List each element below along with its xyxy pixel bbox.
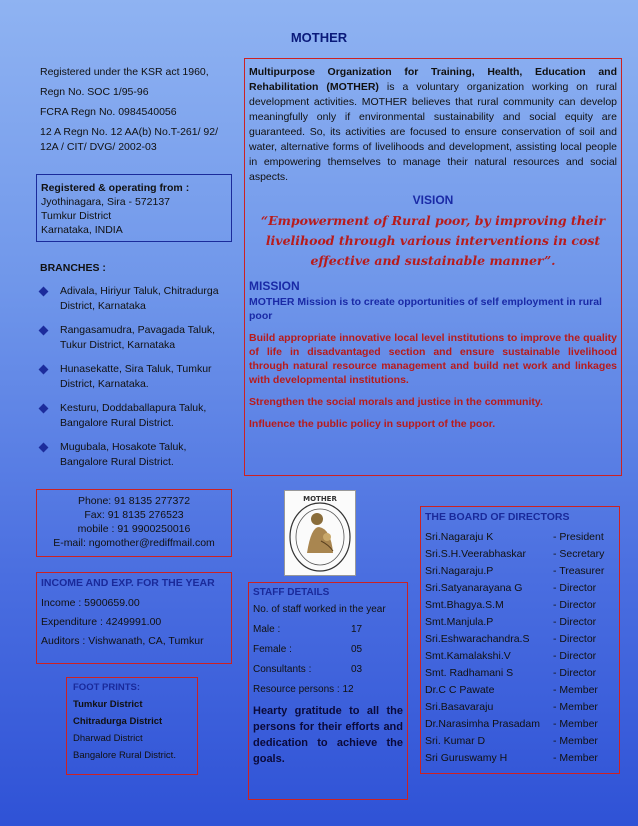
board-member-row xyxy=(425,597,615,614)
member-name: Sri.Satyanarayana G xyxy=(425,582,523,594)
operating-heading: Registered & operating from : xyxy=(41,182,190,194)
board-member-row xyxy=(425,529,615,546)
staff-subheading: No. of staff worked in the year xyxy=(253,604,386,615)
member-name: Smt.Manjula.P xyxy=(425,616,494,628)
operating-address-box xyxy=(36,174,232,242)
member-role: - Director xyxy=(553,650,597,662)
member-role: - Director xyxy=(553,667,597,679)
footprint-item: Chitradurga District xyxy=(73,716,163,727)
staff-row: Consultants : 03 xyxy=(253,664,363,675)
board-member-row xyxy=(425,750,615,767)
fax-text: Fax: 91 8135 276523 xyxy=(84,509,184,521)
board-member-row xyxy=(425,682,615,699)
resource-persons: Resource persons : 12 xyxy=(253,684,354,695)
board-member-row xyxy=(425,563,615,580)
staff-row: Female : 05 xyxy=(253,644,363,655)
board-member-row xyxy=(425,699,615,716)
email-text[interactable]: E-mail: ngomother@rediffmail.com xyxy=(53,537,215,549)
address-line: Jyothinagara, Sira - 572137 xyxy=(41,196,170,208)
address-line: Tumkur District xyxy=(41,210,112,222)
bullet-icon xyxy=(39,287,49,297)
bullet-icon xyxy=(39,443,49,453)
member-name: Sri Guruswamy H xyxy=(425,752,508,764)
member-role: - Member xyxy=(553,752,598,764)
member-role: - Member xyxy=(553,718,598,730)
member-role: - Director xyxy=(553,633,597,645)
mission-point: Build appropriate innovative local level institutions to improve the quality of life in disadvantaged section and ensure sustainable livelihood through natural resource management and build net work and linkages with developmental institutions. xyxy=(249,332,617,386)
member-name: Sri.S.H.Veerabhaskar xyxy=(425,548,526,560)
registration-info xyxy=(40,62,230,155)
branch-item: Kesturu, Doddaballapura Taluk, Bangalore Rural District. xyxy=(40,401,234,431)
footprint-item: Tumkur District xyxy=(73,699,143,710)
member-role: - Member xyxy=(553,735,598,747)
footprints-box xyxy=(66,677,198,775)
mission-heading: MISSION xyxy=(249,279,300,293)
branch-item: Rangasamudra, Pavagada Taluk, Tukur District, Karnataka xyxy=(40,323,234,353)
bullet-icon xyxy=(39,365,49,375)
board-member-row xyxy=(425,733,615,750)
footprints-heading: FOOT PRINTS: xyxy=(73,682,141,693)
board-member-row xyxy=(425,716,615,733)
member-name: Smt.Kamalakshi.V xyxy=(425,650,511,662)
member-role: - Secretary xyxy=(553,548,605,560)
branch-item: Adivala, Hiriyur Taluk, Chitradurga District, Karnataka xyxy=(40,284,234,314)
member-name: Sri.Basavaraju xyxy=(425,701,494,713)
member-name: Dr.C C Pawate xyxy=(425,684,495,696)
registration-line: Regn No. SOC 1/95-96 xyxy=(40,86,149,98)
mother-logo xyxy=(284,490,356,576)
bullet-icon xyxy=(39,326,49,336)
board-member-row xyxy=(425,631,615,648)
registration-line: 12 A Regn No. 12 AA(b) No.T-261/ 92/ 12A / CIT/ DVG/ 2002-03 xyxy=(40,126,219,153)
vision-text: “Empowerment of Rural poor, by improving their livelihood through various interventions in cost effective and sustainable manner”. xyxy=(260,213,606,268)
intro-body: is a voluntary organization working on rural development activities. MOTHER believes that rural community can develop meaningfully only if environmental sustainability and social equity are guaranteed. So, its activities are focused to ensure conservation of soil and water, alternative forms of livelihoods and development, assisting local people in empowering themselves to manage their natural resources and social aspects. xyxy=(249,81,617,183)
registration-line: Registered under the KSR act 1960, xyxy=(40,66,209,78)
income-heading: INCOME AND EXP. FOR THE YEAR xyxy=(41,577,215,589)
member-role: - Member xyxy=(553,701,598,713)
page-title: MOTHER xyxy=(290,30,348,45)
intro-lead: Multipurpose Organization for Training, Health, Education and Rehabilitation (MOTHER) xyxy=(249,66,617,93)
footprint-item: Bangalore Rural District. xyxy=(73,750,176,761)
board-member-row xyxy=(425,665,615,682)
address-line: Karnataka, INDIA xyxy=(41,224,123,236)
member-role: - Director xyxy=(553,616,597,628)
member-name: Sri.Eshwarachandra.S xyxy=(425,633,530,645)
staff-heading: STAFF DETAILS xyxy=(253,587,330,598)
member-role: - Director xyxy=(553,582,597,594)
member-name: Dr.Narasimha Prasadam xyxy=(425,718,540,730)
mission-point: Influence the public policy in support of the poor. xyxy=(249,418,496,430)
mission-point: Strengthen the social morals and justice in the community. xyxy=(249,396,543,408)
phone-text: Phone: 91 8135 277372 xyxy=(77,495,191,507)
mobile-text: mobile : 91 9900250016 xyxy=(77,523,191,535)
member-role: - President xyxy=(553,531,604,543)
logo-text: MOTHER xyxy=(303,495,337,503)
income-value: Income : 5900659.00 xyxy=(41,597,140,609)
branch-item: Hunasekatte, Sira Taluk, Tumkur District, Karnataka. xyxy=(40,362,234,392)
board-member-list xyxy=(425,529,615,767)
board-member-row xyxy=(425,546,615,563)
branches-heading: BRANCHES : xyxy=(40,262,106,274)
board-member-row xyxy=(425,614,615,631)
member-name: Smt.Bhagya.S.M xyxy=(425,599,504,611)
auditors-value: Auditors : Vishwanath, CA, Tumkur xyxy=(41,635,204,647)
board-of-directors-box xyxy=(420,506,620,774)
member-role: - Member xyxy=(553,684,598,696)
branches-section xyxy=(40,262,234,479)
board-heading: THE BOARD OF DIRECTORS xyxy=(425,511,570,523)
staff-row: Male : 17 xyxy=(253,624,363,635)
board-member-row xyxy=(425,580,615,597)
vision-heading: VISION xyxy=(412,193,454,207)
member-name: Sri.Nagaraju K xyxy=(425,531,494,543)
about-box xyxy=(244,58,622,476)
bullet-icon xyxy=(39,404,49,414)
member-name: Sri.Nagaraju.P xyxy=(425,565,494,577)
intro-paragraph xyxy=(249,65,617,185)
expenditure-value: Expenditure : 4249991.00 xyxy=(41,616,162,628)
staff-details-box xyxy=(248,582,408,800)
income-box xyxy=(36,572,232,664)
member-role: - Director xyxy=(553,599,597,611)
member-name: Sri. Kumar D xyxy=(425,735,486,747)
footprint-item: Dharwad District xyxy=(73,733,143,744)
branch-item: Mugubala, Hosakote Taluk, Bangalore Rural District. xyxy=(40,440,234,470)
gratitude-note: Hearty gratitude to all the persons for their efforts and dedication to achieve the goals. xyxy=(253,705,403,765)
logo-emblem-icon xyxy=(285,491,355,575)
board-member-row xyxy=(425,648,615,665)
contact-box xyxy=(36,489,232,557)
member-role: - Treasurer xyxy=(553,565,605,577)
registration-line: FCRA Regn No. 0984540056 xyxy=(40,106,177,118)
member-name: Smt. Radhamani S xyxy=(425,667,514,679)
mission-statement: MOTHER Mission is to create opportunities of self employment in rural poor xyxy=(249,296,602,322)
